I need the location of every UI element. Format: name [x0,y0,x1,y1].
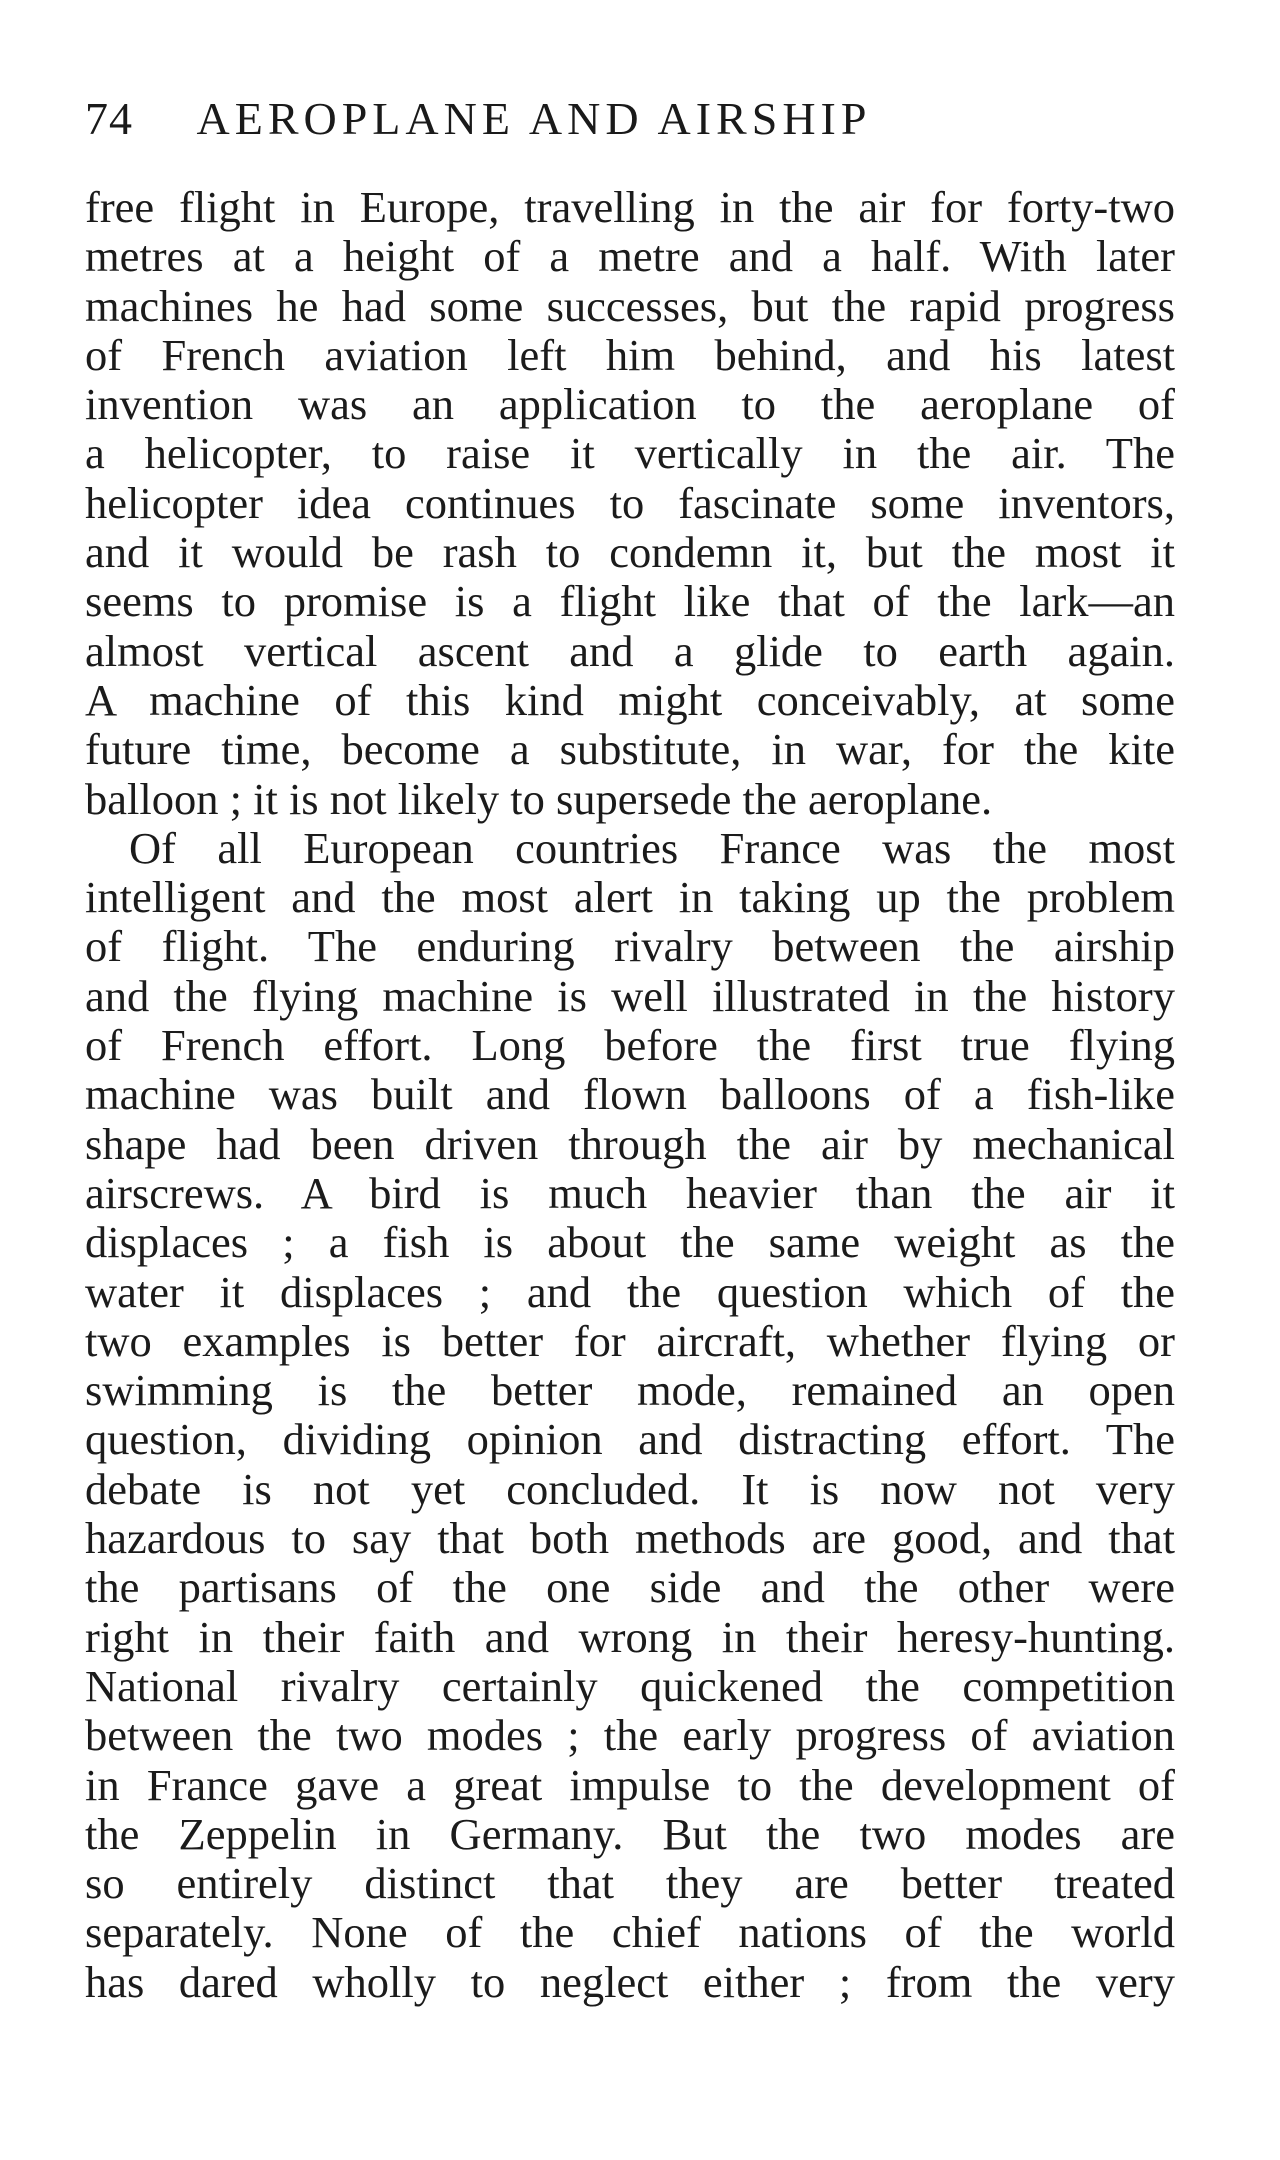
text-line: separately. None of the chief nations of the world [85,1907,1175,1958]
text-line: machine was built and flown balloons of a fish-like [85,1069,1175,1120]
text-line: helicopter idea continues to fascinate some inventors, [85,477,1175,528]
text-line: displaces ; a fish is about the same weight as the [85,1217,1175,1268]
text-line: invention was an application to the aeroplane of [85,379,1175,430]
text-line: right in their faith and wrong in their heresy-hunting. [85,1611,1175,1662]
text-line: swimming is the better mode, remained an open [85,1365,1175,1416]
running-title: AEROPLANE AND AIRSHIP [196,93,872,144]
text-line: of flight. The enduring rivalry between the airship [85,921,1175,972]
text-line: future time, become a substitute, in war, for the kite [85,724,1175,775]
running-head [85,88,1165,150]
page-number: 74 [85,93,133,144]
text-line: in France gave a great impulse to the development of [85,1759,1175,1810]
text-line: has dared wholly to neglect either ; from the very [85,1956,1175,2007]
paragraph-end-line: balloon ; it is not likely to supersede the aeroplane. [85,773,993,824]
text-line: intelligent and the most alert in taking up the problem [85,872,1175,923]
text-line: A machine of this kind might conceivably, at some [85,674,1175,725]
text-line: of French effort. Long before the first true flying [85,1020,1175,1071]
text-line: National rivalry certainly quickened the competition [85,1660,1175,1711]
text-line: so entirely distinct that they are better treated [85,1858,1175,1909]
text-line: two examples is better for aircraft, whether flying or [85,1315,1175,1366]
text-line: metres at a height of a metre and a half. With later [85,231,1175,282]
text-line: shape had been driven through the air by mechanical [85,1118,1175,1169]
text-line: free flight in Europe, travelling in the air for forty-two [85,182,1175,232]
text-line: between the two modes ; the early progress of aviation [85,1710,1175,1761]
text-line: seems to promise is a flight like that of the lark—an [85,576,1175,627]
text-line: and the flying machine is well illustrated in the history [85,970,1175,1021]
text-line: a helicopter, to raise it vertically in the air. The [85,428,1175,479]
text-line: of French aviation left him behind, and his latest [85,329,1175,380]
text-line: machines he had some successes, but the rapid progress [85,280,1175,331]
text-line: question, dividing opinion and distracting effort. The [85,1414,1175,1465]
text-line: airscrews. A bird is much heavier than the air it [85,1167,1175,1218]
text-line: almost vertical ascent and a glide to earth again. [85,625,1175,676]
text-line: the Zeppelin in Germany. But the two modes are [85,1808,1175,1859]
text-line: the partisans of the one side and the other were [85,1562,1175,1613]
text-line: hazardous to say that both methods are good, and that [85,1513,1175,1564]
text-line: debate is not yet concluded. It is now not very [85,1463,1175,1514]
text-line: and it would be rash to condemn it, but the most it [85,527,1175,578]
body-text [85,183,1175,2007]
text-line: water it displaces ; and the question which of the [85,1266,1175,1317]
paragraph-first-line: Of all European countries France was the most [129,822,1175,873]
